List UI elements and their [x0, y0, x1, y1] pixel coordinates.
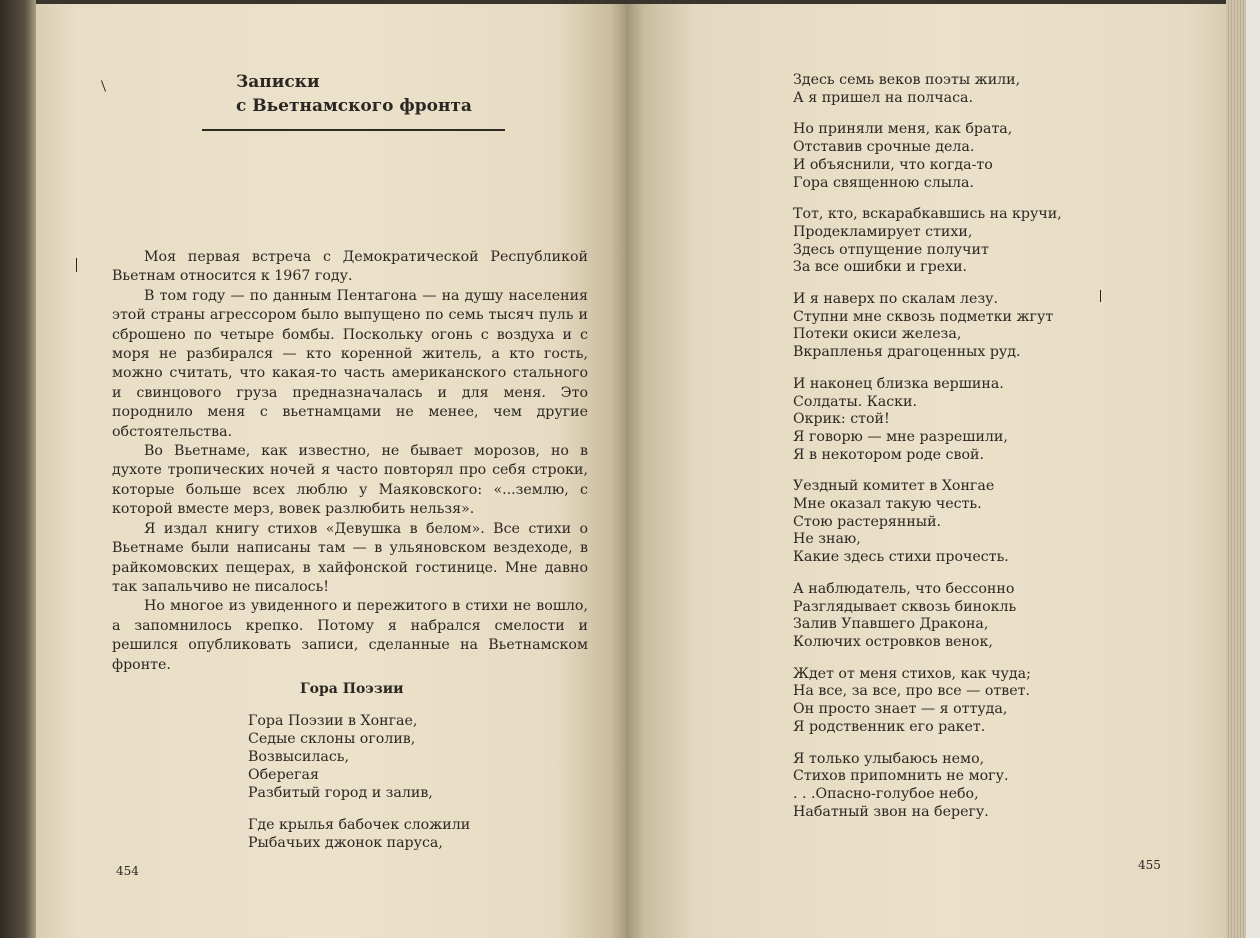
poem-line: Я родственник его ракет. [793, 718, 986, 735]
background-edge [1246, 0, 1260, 938]
poem-right-page [793, 72, 1062, 835]
poem-line: Стою растерянный. [793, 513, 942, 530]
poem-line: Но приняли меня, как брата, [793, 121, 1013, 138]
paragraph: Моя первая встреча с Демократической Республикой Вьетнам относится к 1967 году. [112, 249, 588, 285]
poem-line: Потеки окиси железа, [793, 326, 962, 343]
poem-line: Вкрапленья драгоценных руд. [793, 344, 1021, 361]
poem-line: Отставив срочные дела. [793, 139, 975, 156]
stanza [793, 376, 1062, 465]
page-number-right: 455 [1138, 858, 1161, 872]
stanza [793, 478, 1062, 567]
stanza [248, 712, 470, 802]
poem-line: Набатный звон на берегу. [793, 803, 989, 820]
stanza [248, 816, 470, 852]
stanza [793, 206, 1062, 277]
poem-line: Ступни мне сквозь подметки жгут [793, 308, 1054, 325]
poem-title: Гора Поэзии [300, 681, 404, 697]
heading-rule [202, 129, 505, 131]
poem-line: Оберегая [248, 767, 319, 783]
poem-line: Гора Поэзии в Хонгае, [248, 713, 418, 729]
stanza [793, 666, 1062, 737]
poem-line: Тот, кто, вскарабкавшись на кручи, [793, 206, 1062, 223]
paragraph: В том году — по данным Пентагона — на душу населения этой страны агрессором было выпущено по семь тысяч пуль и сброшено по четыре бомбы. Поскольку огонь с воздуха и с моря не разбирался — кто коренной житель, а кто гость, можно считать, что какая-то часть американского стального и свинцового груза предназначалась и для меня. Это породнило меня с вьетнамцами не менее, чем другие обстоятельства. [112, 287, 588, 440]
poem-line: И я наверх по скалам лезу. [793, 291, 999, 308]
poem-line: Где крылья бабочек сложили [248, 817, 471, 833]
poem-line: Здесь отпущение получит [793, 241, 989, 258]
poem-line: Он просто знает — я оттуда, [793, 701, 1008, 718]
margin-mark [1100, 290, 1101, 302]
stanza [793, 291, 1062, 362]
poem-line: На все, за все, про все — ответ. [793, 683, 1031, 700]
stanza [793, 581, 1062, 652]
poem-line: Я в некотором роде свой. [793, 446, 984, 463]
poem-line: А наблюдатель, что бессонно [793, 580, 1015, 597]
poem-line: Не знаю, [793, 531, 861, 548]
page-number-left: 454 [116, 864, 139, 878]
chapter-heading-line-2: с Вьетнамского фронта [236, 96, 472, 116]
poem-line: Мне оказал такую честь. [793, 496, 982, 513]
poem-line: Солдаты. Каски. [793, 393, 917, 410]
poem-line: И объяснили, что когда-то [793, 156, 993, 173]
poem-line: Здесь семь веков поэты жили, [793, 72, 1021, 88]
poem-left-page [248, 712, 470, 866]
poem-line: Уездный комитет в Хонгае [793, 478, 995, 495]
chapter-heading-line-1: Записки [236, 72, 320, 92]
poem-line: Гора священною слыла. [793, 174, 975, 191]
poem-line: Залив Упавшего Дракона, [793, 616, 989, 633]
intro-prose [112, 248, 588, 675]
poem-line: И наконец близка вершина. [793, 375, 1004, 392]
poem-line: Седые склоны оголив, [248, 731, 416, 747]
poem-line: Ждет от меня стихов, как чуда; [793, 665, 1031, 682]
poem-line: Разбитый город и залив, [248, 785, 433, 801]
paragraph: Но многое из увиденного и пережитого в стихи не вошло, а запомнилось крепко. Потому я набрался смелости и решился опубликовать записи, сделанные на Вьетнамском фронте. [112, 598, 588, 673]
book-binding-left [0, 0, 36, 938]
paragraph: Во Вьетнаме, как известно, не бывает морозов, но в духоте тропических ночей я часто повторял про себя строки, которые больше всех люблю у Маяковского: «...землю, с которой вместе мерз, вовек разлюбить нельзя». [112, 443, 588, 518]
poem-line: . . .Опасно-голубое небо, [793, 785, 979, 802]
stanza [793, 751, 1062, 822]
poem-line: Я говорю — мне разрешили, [793, 428, 1008, 445]
stanza [793, 121, 1062, 192]
poem-line: Разглядывает сквозь бинокль [793, 598, 1017, 615]
poem-line: Окрик: стой! [793, 411, 890, 428]
poem-line: А я пришел на полчаса. [793, 89, 974, 106]
poem-line: За все ошибки и грехи. [793, 259, 968, 276]
poem-line: Продекламирует стихи, [793, 223, 973, 240]
poem-line: Какие здесь стихи прочесть. [793, 549, 1009, 566]
poem-line: Колючих островков венок, [793, 633, 993, 650]
poem-line: Стихов припомнить не могу. [793, 768, 1009, 785]
poem-line: Я только улыбаюсь немо, [793, 750, 985, 767]
margin-mark [76, 258, 77, 272]
poem-line: Рыбачьих джонок паруса, [248, 835, 443, 851]
poem-line: Возвысилась, [248, 749, 350, 765]
stanza [793, 72, 1062, 107]
chapter-heading [202, 70, 506, 118]
paragraph: Я издал книгу стихов «Девушка в белом». Все стихи о Вьетнаме были написаны там — в ульяновском вездеходе, в райкомовских пещерах, в хайфонской гостинице. Мне давно так запальчиво не писалось! [112, 520, 588, 595]
